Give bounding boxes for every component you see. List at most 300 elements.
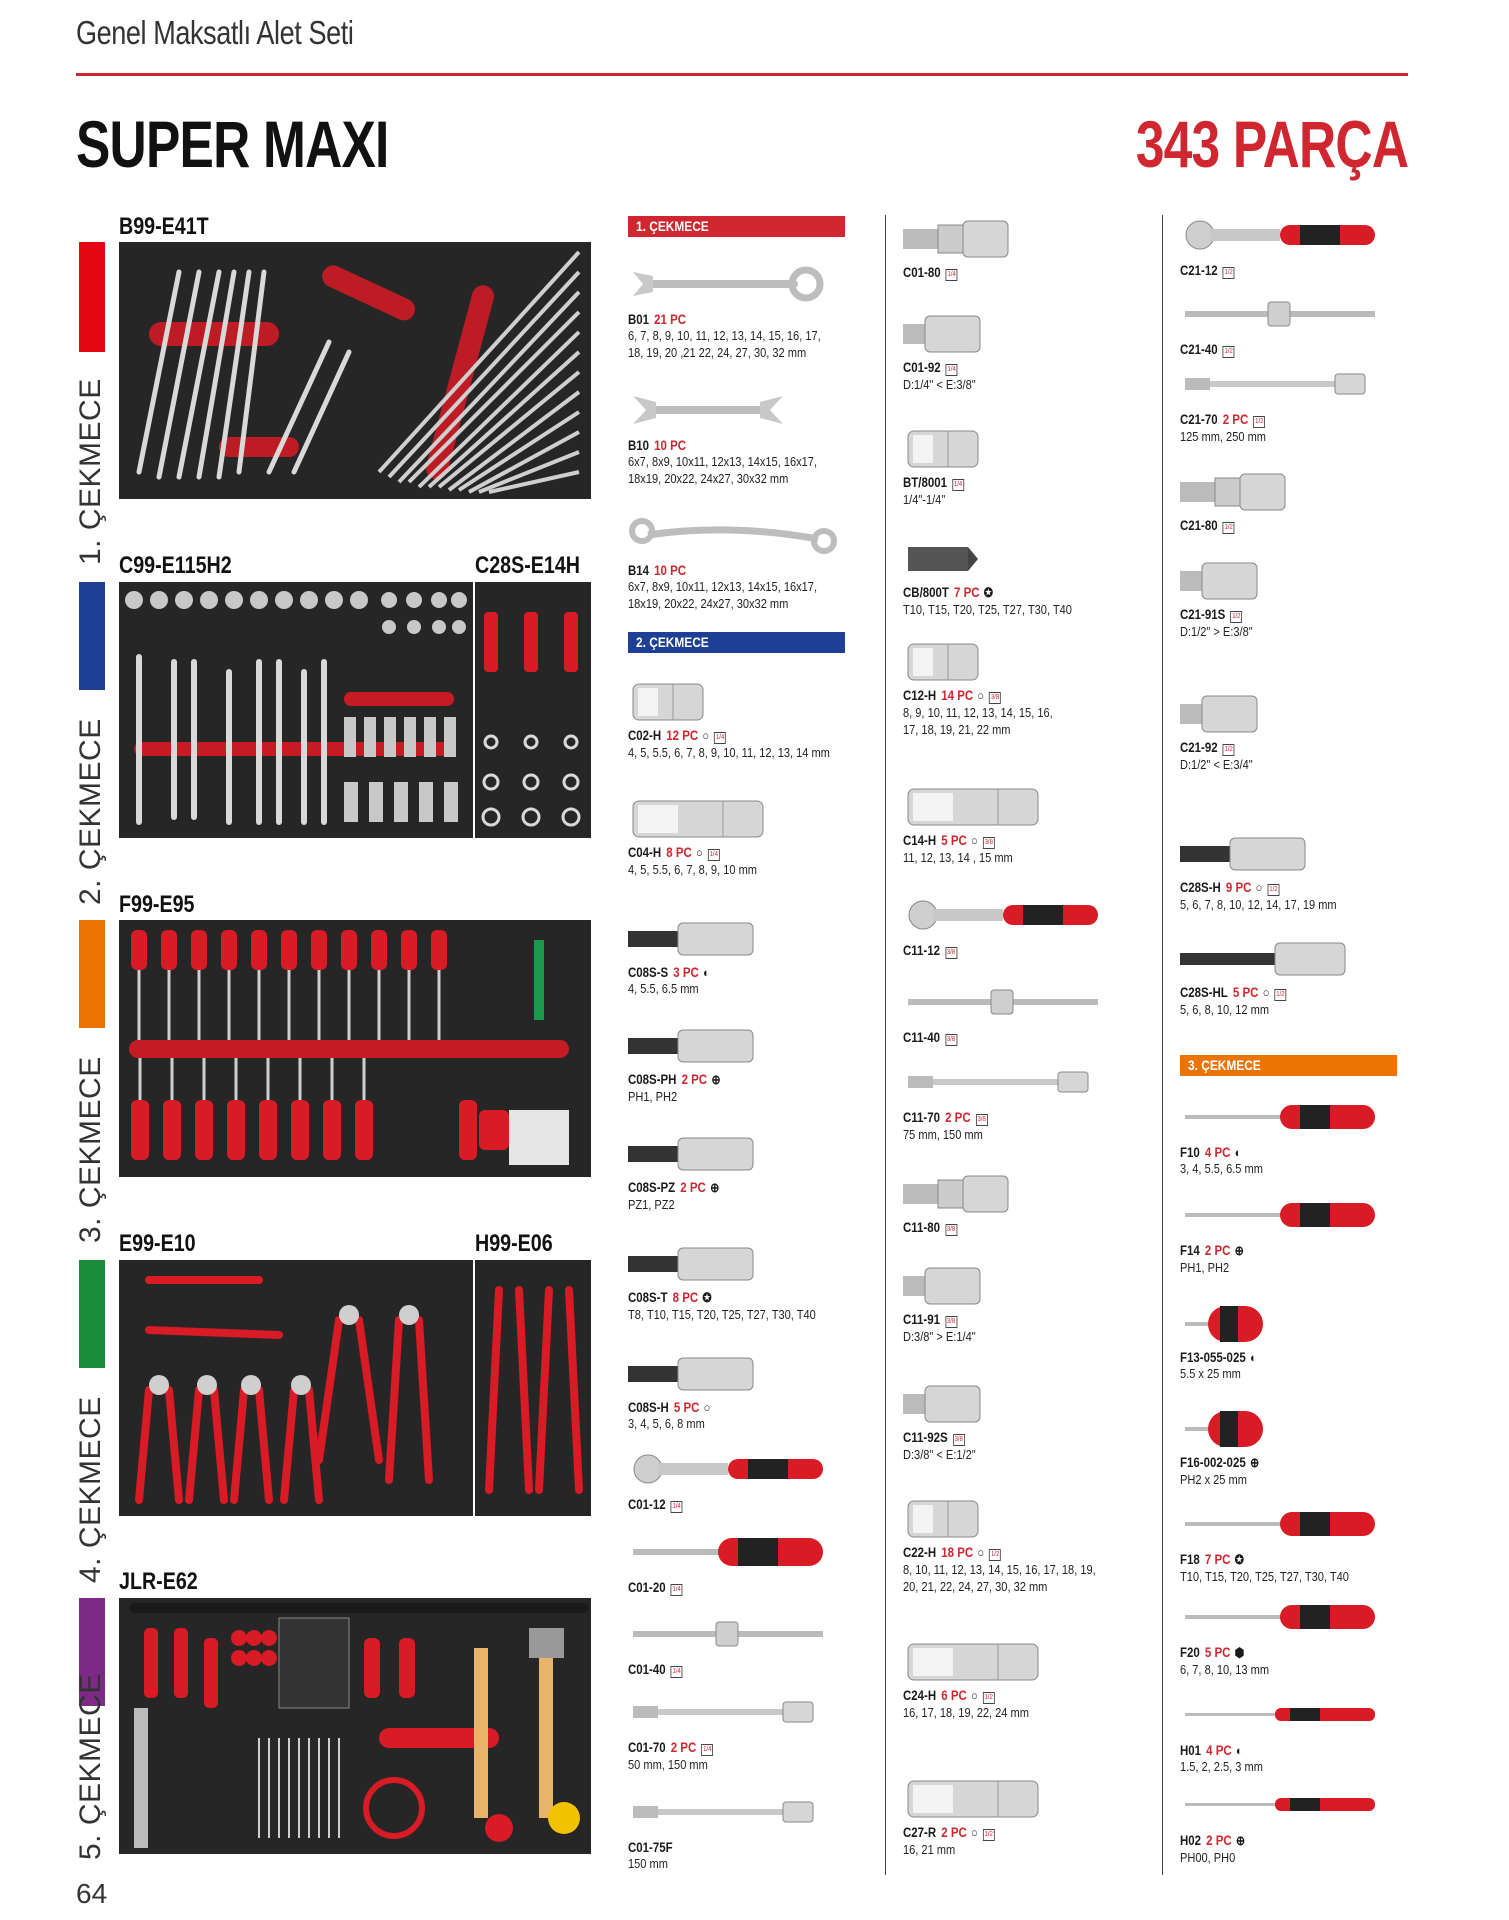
ratchet-image (903, 893, 1173, 941)
socket-image (903, 1495, 1173, 1543)
piece-count: 8 PC (666, 845, 692, 860)
product-code-line (903, 265, 1133, 281)
product-code: C11-70 (903, 1110, 941, 1125)
tip-type-icon: ◐ (1234, 1145, 1242, 1160)
product-sizes: 4, 5.5, 6.5 mm (628, 981, 699, 996)
product-code: C01-80 (903, 265, 941, 280)
product-code-line (628, 1580, 858, 1596)
tip-type-icon: ○ (971, 1825, 978, 1840)
drawer-code: JLR-E62 (119, 1568, 198, 1595)
ujoint-image (1180, 468, 1450, 516)
product-sizes: D:1/4" < E:3/8" (903, 377, 976, 392)
product-item (903, 638, 1173, 738)
tip-type-icon: ○ (1255, 880, 1263, 895)
adapter-image (1180, 557, 1450, 605)
product-code-line (1180, 412, 1410, 428)
product-code-line (628, 845, 858, 861)
product-code: C01-75F (628, 1840, 673, 1855)
product-code-line (1180, 880, 1410, 896)
spinner-image (628, 1530, 898, 1578)
drive-size-icon: 1/4 (946, 269, 958, 281)
stubby-image (1180, 1300, 1450, 1348)
product-code-line (628, 1180, 858, 1196)
product-code: C28S-HL (1180, 985, 1228, 1000)
drawer-code: B99-E41T (119, 213, 209, 240)
screwdriver-image (1180, 1193, 1450, 1241)
tip-type-icon: ○ (702, 728, 710, 743)
drawer-color-bar (79, 1260, 105, 1368)
piece-count: 4 PC (1206, 1743, 1232, 1758)
product-sizes: 75 mm, 150 mm (903, 1127, 983, 1142)
product-item (628, 1240, 898, 1323)
product-code: C01-20 (628, 1580, 666, 1595)
piece-count: 2 PC (1204, 1243, 1231, 1258)
drive-size-icon: 1/2 (1253, 416, 1265, 428)
piece-count: 21 PC (654, 312, 687, 327)
product-item (1180, 1405, 1450, 1488)
product-item (628, 1350, 898, 1432)
product-code: C21-92 (1180, 740, 1218, 755)
tip-type-icon: ✪ (983, 585, 994, 600)
product-code: C11-12 (903, 943, 941, 958)
tip-type-icon: ○ (703, 1400, 711, 1415)
product-code: C21-91S (1180, 607, 1226, 622)
product-sizes: 4, 5, 5.5, 6, 7, 8, 9, 10, 11, 12, 13, 14 mm (628, 745, 830, 760)
drive-size-icon: 3/8 (983, 837, 995, 849)
ujoint-image (903, 1170, 1173, 1218)
ratchet-image (628, 1447, 898, 1495)
product-code-line (903, 833, 1133, 849)
product-code-line (903, 1430, 1133, 1446)
product-code-line (903, 1545, 1133, 1561)
extension-image (628, 1690, 898, 1738)
product-item (628, 915, 898, 997)
deep-socket-image (903, 1775, 1173, 1823)
product-code-line (903, 1825, 1133, 1841)
product-code: C08S-PZ (628, 1180, 676, 1195)
product-sizes: 1.5, 2, 2.5, 3 mm (1180, 1759, 1263, 1774)
product-code: C08S-T (628, 1290, 668, 1305)
product-sizes: 16, 17, 18, 19, 22, 24 mm (903, 1705, 1029, 1720)
page-subtitle: Genel Maksatlı Alet Seti (76, 14, 354, 51)
piece-count: 9 PC (1225, 880, 1252, 895)
adapter-image (903, 1262, 1173, 1310)
piece-count: 4 PC (1204, 1145, 1231, 1160)
product-sizes: 5, 6, 7, 8, 10, 12, 14, 17, 19 mm (1180, 897, 1337, 912)
product-code-line (628, 1400, 858, 1415)
product-item (1180, 1300, 1450, 1382)
drive-size-icon: 3/8 (945, 1224, 957, 1236)
product-code: C01-92 (903, 360, 941, 375)
t-bar-image (628, 1612, 898, 1660)
product-item (1180, 557, 1450, 640)
product-code: C08S-H (628, 1400, 669, 1415)
product-sizes: 8, 9, 10, 11, 12, 13, 14, 15, 16, 17, 18, 19, 21, 22 mm (903, 705, 1053, 737)
product-sizes: D:3/8" < E:1/2" (903, 1447, 976, 1462)
product-code: F14 (1180, 1243, 1200, 1258)
drive-size-icon: 1/2 (983, 1692, 995, 1704)
product-code-line (1180, 518, 1410, 534)
product-code: B14 (628, 563, 650, 578)
product-item (628, 1612, 898, 1678)
drawer-code: C99-E115H2 (119, 552, 232, 579)
t-bar-image (903, 980, 1173, 1028)
piece-count: 2 PC (945, 1110, 971, 1125)
product-code-line (1180, 1743, 1410, 1758)
product-sizes: 150 mm (628, 1856, 668, 1871)
piece-count: 7 PC (1204, 1552, 1231, 1567)
product-code-line (903, 1030, 1133, 1046)
product-code-line (628, 1072, 858, 1088)
product-code: C11-92S (903, 1430, 948, 1445)
socket-image (903, 638, 1173, 686)
drive-size-icon: 1/4 (671, 1666, 683, 1678)
tip-type-icon: ✪ (1234, 1552, 1244, 1567)
product-code-line (1180, 1145, 1410, 1160)
open-wrench-image (628, 388, 898, 436)
piece-count: 14 PC (941, 688, 974, 703)
section-header-drawer2: 2. ÇEKMECE (628, 632, 845, 653)
product-code: F18 (1180, 1552, 1200, 1567)
product-code: H02 (1180, 1833, 1202, 1848)
product-item (903, 980, 1173, 1046)
section-header-drawer1: 1. ÇEKMECE (628, 216, 845, 237)
product-code-line (1180, 263, 1410, 279)
product-code-line (903, 475, 1133, 491)
product-code: C08S-S (628, 965, 669, 980)
tip-type-icon: ○ (696, 845, 703, 860)
product-item (628, 1130, 898, 1213)
bit-socket-image (628, 1130, 898, 1178)
screwdriver-image (1180, 1095, 1450, 1143)
product-sizes: T8, T10, T15, T20, T25, T27, T30, T40 (628, 1307, 816, 1322)
product-item (903, 1380, 1173, 1463)
bit-image (903, 535, 1173, 583)
drive-size-icon: 1/4 (671, 1501, 683, 1513)
product-item (903, 1775, 1173, 1858)
product-sizes: T10, T15, T20, T25, T27, T30, T40 (903, 602, 1072, 617)
product-item (903, 535, 1173, 618)
drawer-label-vertical: 5. ÇEKMECE (74, 1673, 107, 1860)
tip-type-icon: ✪ (702, 1290, 712, 1305)
product-code: C21-12 (1180, 263, 1218, 278)
drive-size-icon: 3/8 (989, 692, 1001, 704)
piece-count: 343 PARÇA (1135, 107, 1408, 181)
product-item (628, 1447, 898, 1513)
drawer-label-vertical: 3. ÇEKMECE (74, 1056, 107, 1243)
tip-type-icon: ○ (1262, 985, 1270, 1000)
piece-count: 2 PC (680, 1180, 706, 1195)
product-item (628, 1790, 898, 1872)
product-item (1180, 1693, 1450, 1775)
adapter-image (1180, 690, 1450, 738)
piece-count: 18 PC (941, 1545, 974, 1560)
product-sizes: 16, 21 mm (903, 1842, 956, 1857)
product-code: C14-H (903, 833, 937, 848)
product-item (903, 893, 1173, 959)
product-code: C08S-PH (628, 1072, 677, 1087)
ring-wrench-image (628, 513, 898, 561)
stubby-image (1180, 1405, 1450, 1453)
drive-size-icon: 1/4 (714, 732, 726, 744)
product-sizes: PH00, PH0 (1180, 1850, 1236, 1865)
product-item (903, 1495, 1173, 1595)
product-item (1180, 1095, 1450, 1177)
bit-socket-image (628, 1022, 898, 1070)
product-item (1180, 292, 1450, 358)
product-sizes: PH1, PH2 (628, 1089, 678, 1104)
product-code-line (628, 1662, 858, 1678)
product-code: H01 (1180, 1743, 1202, 1758)
piece-count: 6 PC (941, 1688, 967, 1703)
piece-count: 2 PC (670, 1740, 697, 1755)
product-code-line (628, 563, 858, 578)
product-code-line (628, 965, 858, 980)
bit-socket-image (628, 915, 898, 963)
product-item (903, 1170, 1173, 1236)
product-code-line (903, 360, 1133, 376)
product-code: F20 (1180, 1645, 1200, 1660)
product-sizes: D:1/2" < E:3/4" (1180, 757, 1253, 772)
product-code: C21-80 (1180, 518, 1218, 533)
drawer-tray-image (119, 582, 591, 838)
drive-size-icon: 1/2 (983, 1829, 995, 1841)
adapter-image (903, 1380, 1173, 1428)
drive-size-icon: 1/2 (1223, 522, 1235, 534)
screwdriver-image (1180, 1502, 1450, 1550)
tip-type-icon: ◐ (703, 965, 710, 980)
tip-type-icon: ⊕ (711, 1072, 721, 1087)
product-sizes: 11, 12, 13, 14 , 15 mm (903, 850, 1013, 865)
product-item (1180, 213, 1450, 279)
drawer-tray-image (119, 242, 591, 499)
product-code-line (1180, 1455, 1410, 1471)
product-sizes: PH1, PH2 (1180, 1260, 1230, 1275)
product-sizes: 4, 5, 5.5, 6, 7, 8, 9, 10 mm (628, 862, 757, 877)
product-code-line (628, 1840, 858, 1855)
page-number: 64 (76, 1878, 108, 1909)
product-code-line (1180, 1645, 1410, 1661)
product-sizes: 5.5 x 25 mm (1180, 1366, 1241, 1381)
drive-size-icon: 1/4 (708, 849, 720, 861)
adapter-image (903, 310, 1173, 358)
tip-type-icon: ⊕ (1235, 1833, 1246, 1848)
product-code-line (628, 1497, 858, 1513)
product-item (1180, 468, 1450, 534)
product-code-line (903, 1220, 1133, 1236)
product-sizes: PH2 x 25 mm (1180, 1472, 1247, 1487)
header-rule (76, 73, 1408, 76)
drive-size-icon: 1/2 (1230, 611, 1242, 623)
product-code-line (903, 585, 1133, 601)
product-item (903, 310, 1173, 393)
extension-image (903, 1060, 1173, 1108)
tip-type-icon: ⬢ (1234, 1645, 1245, 1660)
drawer-code: C28S-E14H (475, 552, 581, 579)
drive-size-icon: 3/8 (953, 1434, 965, 1446)
drawer-code: F99-E95 (119, 891, 195, 918)
tip-type-icon: ○ (971, 833, 978, 848)
product-code: F16-002-025 (1180, 1455, 1246, 1470)
extension-image (1180, 362, 1450, 410)
deep-socket-image (903, 783, 1173, 831)
drawer-label-vertical: 1. ÇEKMECE (74, 378, 107, 565)
product-sizes: D:1/2" > E:3/8" (1180, 624, 1253, 639)
drive-size-icon: 1/2 (1223, 346, 1235, 358)
piece-count: 7 PC (954, 585, 980, 600)
socket-image (628, 678, 898, 726)
product-code: CB/800T (903, 585, 949, 600)
piece-count: 5 PC (941, 833, 967, 848)
product-code: C21-40 (1180, 342, 1218, 357)
product-code-line (628, 1290, 858, 1306)
precision-image (1180, 1783, 1450, 1831)
product-item (1180, 1595, 1450, 1678)
product-item (628, 1022, 898, 1105)
product-item (903, 1060, 1173, 1143)
product-item (1180, 935, 1450, 1018)
product-item (903, 783, 1173, 866)
drive-size-icon: 1/2 (989, 1549, 1001, 1561)
product-item (1180, 1193, 1450, 1276)
product-code: C27-R (903, 1825, 937, 1840)
drive-size-icon: 3/8 (945, 1316, 957, 1328)
piece-count: 8 PC (672, 1290, 699, 1305)
product-sizes: T10, T15, T20, T25, T27, T30, T40 (1180, 1569, 1349, 1584)
bit-socket-image (628, 1240, 898, 1288)
product-code-line (628, 312, 858, 327)
piece-count: 3 PC (673, 965, 699, 980)
product-code-line (1180, 342, 1410, 358)
product-code: C01-12 (628, 1497, 666, 1512)
product-sizes: 6x7, 8x9, 10x11, 12x13, 14x15, 16x17, 18x19, 20x22, 24x27, 30x32 mm (628, 579, 818, 611)
drawer-code: H99-E06 (475, 1230, 553, 1257)
product-code-line (1180, 607, 1410, 623)
t-bar-image (1180, 292, 1450, 340)
tip-type-icon: ◐ (1235, 1743, 1243, 1758)
section-header-drawer3: 3. ÇEKMECE (1180, 1055, 1397, 1076)
product-code-line (628, 1740, 858, 1756)
product-item (1180, 1502, 1450, 1585)
product-sizes: 3, 4, 5.5, 6.5 mm (1180, 1161, 1263, 1176)
product-sizes: 50 mm, 150 mm (628, 1757, 708, 1772)
product-code-line (1180, 1243, 1410, 1259)
tip-type-icon: ◐ (1249, 1350, 1257, 1365)
tip-type-icon: ○ (977, 1545, 985, 1560)
tip-type-icon: ⊕ (1234, 1243, 1244, 1258)
product-item (1180, 1783, 1450, 1866)
drive-size-icon: 1/2 (1223, 267, 1235, 279)
product-code: C11-80 (903, 1220, 941, 1235)
product-sizes: 8, 10, 11, 12, 13, 14, 15, 16, 17, 18, 19, 20, 21, 22, 24, 27, 30, 32 mm (903, 1562, 1096, 1594)
product-code-line (628, 438, 858, 453)
drive-size-icon: 3/8 (945, 1034, 957, 1046)
product-code: B01 (628, 312, 650, 327)
product-sizes: 6x7, 8x9, 10x11, 12x13, 14x15, 16x17, 18x19, 20x22, 24x27, 30x32 mm (628, 454, 818, 486)
bit-socket-image (1180, 830, 1450, 878)
product-sizes: 6, 7, 8, 10, 13 mm (1180, 1662, 1270, 1677)
piece-count: 5 PC (1204, 1645, 1231, 1660)
tip-type-icon: ○ (971, 1688, 978, 1703)
drive-size-icon: 1/2 (1223, 744, 1235, 756)
drawer-tray-image (119, 920, 591, 1177)
ujoint-image (903, 215, 1173, 263)
product-code-line (1180, 985, 1410, 1001)
drive-size-icon: 1/2 (1267, 884, 1279, 896)
product-code: C24-H (903, 1688, 937, 1703)
product-item (1180, 362, 1450, 445)
product-code: C01-40 (628, 1662, 666, 1677)
product-item (1180, 690, 1450, 773)
extension-image (628, 1790, 898, 1838)
product-item (903, 1262, 1173, 1345)
product-sizes: D:3/8" > E:1/4" (903, 1329, 976, 1344)
socket-image (903, 425, 1173, 473)
bit-socket-long-image (1180, 935, 1450, 983)
product-code: BT/8001 (903, 475, 948, 490)
product-item (628, 1530, 898, 1596)
drive-size-icon: 1/4 (952, 479, 964, 491)
drive-size-icon: 1/4 (946, 364, 958, 376)
product-code-line (1180, 1350, 1410, 1365)
drive-size-icon: 3/8 (976, 1114, 988, 1126)
product-item (903, 425, 1173, 508)
product-item (1180, 830, 1450, 913)
drawer-color-bar (79, 242, 105, 352)
drawer-color-bar (79, 920, 105, 1028)
tip-type-icon: ⊕ (1249, 1455, 1260, 1470)
product-item (628, 678, 898, 761)
tip-type-icon: ⊕ (710, 1180, 720, 1195)
deep-socket-image (903, 1638, 1173, 1686)
product-sizes: 6, 7, 8, 9, 10, 11, 12, 13, 14, 15, 16, 17, 18, 19, 20 ,21 22, 24, 27, 30, 32 mm (628, 328, 821, 360)
product-item (628, 1690, 898, 1773)
product-sizes: PZ1, PZ2 (628, 1197, 675, 1212)
product-sizes: 125 mm, 250 mm (1180, 429, 1266, 444)
product-item (628, 262, 898, 361)
combo-wrench-image (628, 262, 898, 310)
product-code-line (903, 688, 1133, 704)
product-code: C04-H (628, 845, 662, 860)
product-code-line (903, 943, 1133, 959)
piece-count: 2 PC (1206, 1833, 1232, 1848)
product-sizes: 1/4"-1/4" (903, 492, 946, 507)
drawer-tray-image (119, 1598, 591, 1854)
product-sizes: 3, 4, 5, 6, 8 mm (628, 1416, 705, 1431)
product-code: C21-70 (1180, 412, 1218, 427)
product-code: C01-70 (628, 1740, 666, 1755)
piece-count: 12 PC (666, 728, 699, 743)
product-code: B10 (628, 438, 650, 453)
piece-count: 2 PC (1222, 412, 1249, 427)
product-item (628, 795, 898, 878)
drawer-label-vertical: 2. ÇEKMECE (74, 718, 107, 905)
drawer-code: E99-E10 (119, 1230, 196, 1257)
piece-count: 10 PC (654, 563, 687, 578)
screwdriver-image (1180, 1595, 1450, 1643)
product-item (628, 388, 898, 487)
product-code: C02-H (628, 728, 662, 743)
page-title: SUPER MAXI (76, 107, 389, 181)
piece-count: 2 PC (941, 1825, 967, 1840)
drawer-label-vertical: 4. ÇEKMECE (74, 1396, 107, 1583)
drive-size-icon: 1/2 (1274, 989, 1286, 1001)
piece-count: 5 PC (673, 1400, 700, 1415)
drive-size-icon: 1/4 (671, 1584, 683, 1596)
drive-size-icon: 3/8 (945, 947, 957, 959)
product-code-line (903, 1688, 1133, 1704)
drawer-color-bar (79, 582, 105, 690)
